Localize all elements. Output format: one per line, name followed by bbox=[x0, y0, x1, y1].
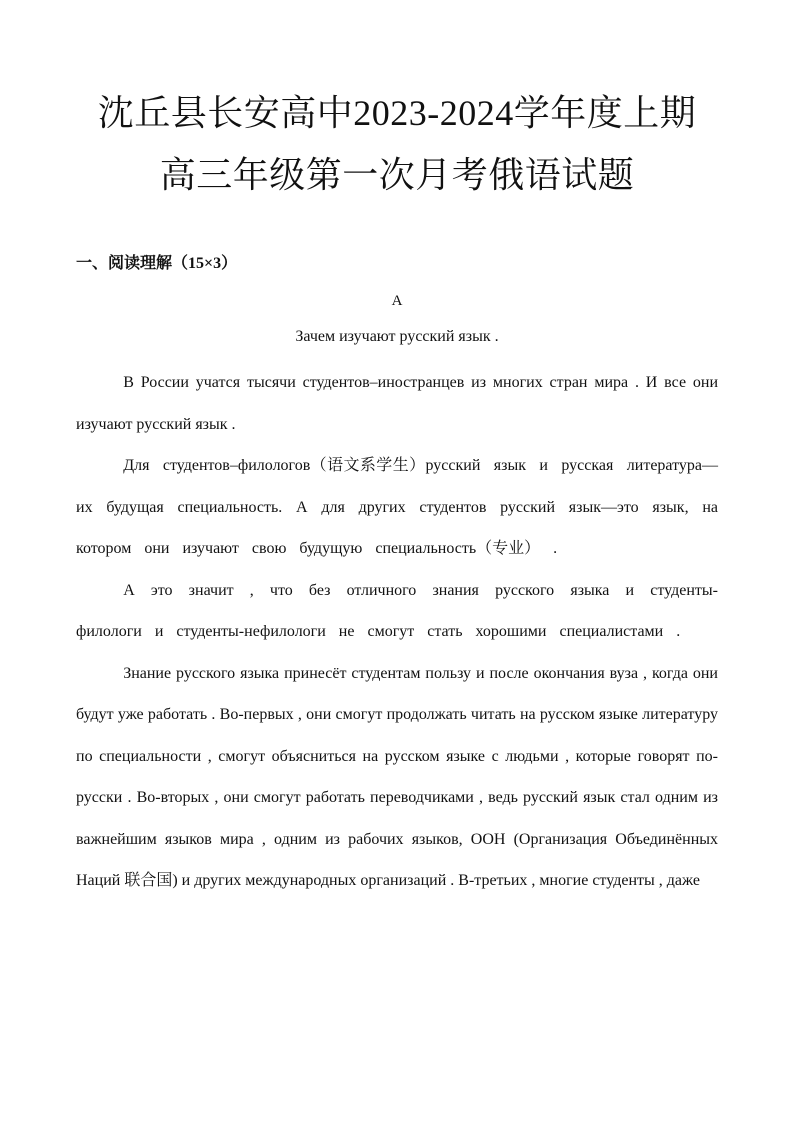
exam-title-line-2: 高三年级第一次月考俄语试题 bbox=[159, 155, 635, 195]
exam-title bbox=[0, 82, 794, 206]
passage-paragraph-4: Знание русского языка принесёт студентам пользу и после окончания вуза , когда они будут уже работать . Во-первых , они смогут продолжать читать на русском языке литературу по специальности , смогут объясниться на русском языке с людьми , которые говорят по-русски . Во-вторых , они смогут работать переводчиками , ведь русский язык стал одним из важнейшим языков мира , одним из рабочих языков, ООН (Организация Объединённых Наций 联合国) и других международных организаций . В-третьих , многие студенты , даже bbox=[76, 664, 718, 889]
passage-letter: А bbox=[391, 293, 403, 309]
exam-title-line-1: 沈丘县长安高中2023-2024学年度上期 bbox=[97, 93, 697, 133]
passage-title: Зачем изучают русский язык . bbox=[295, 328, 499, 345]
passage-paragraph-2: Для студентов–филологов（语文系学生）русский язык и русская литература—их будущая специальность. А для других студентов русский язык—это язык, на котором они изучают свою будущую специальность（专业） . bbox=[76, 457, 718, 557]
section-heading-reading: 一、阅读理解（15×3） bbox=[76, 255, 238, 272]
passage-paragraph-1: В России учатся тысячи студентов–иностранцев из многих стран мира . И все они изучают русский язык . bbox=[76, 374, 718, 433]
passage-paragraph-3: А это значит , что без отличного знания русского языка и студенты-филологи и студенты-нефилологи не смогут стать хорошими специалистами . bbox=[76, 581, 718, 640]
passage-body bbox=[76, 362, 718, 902]
